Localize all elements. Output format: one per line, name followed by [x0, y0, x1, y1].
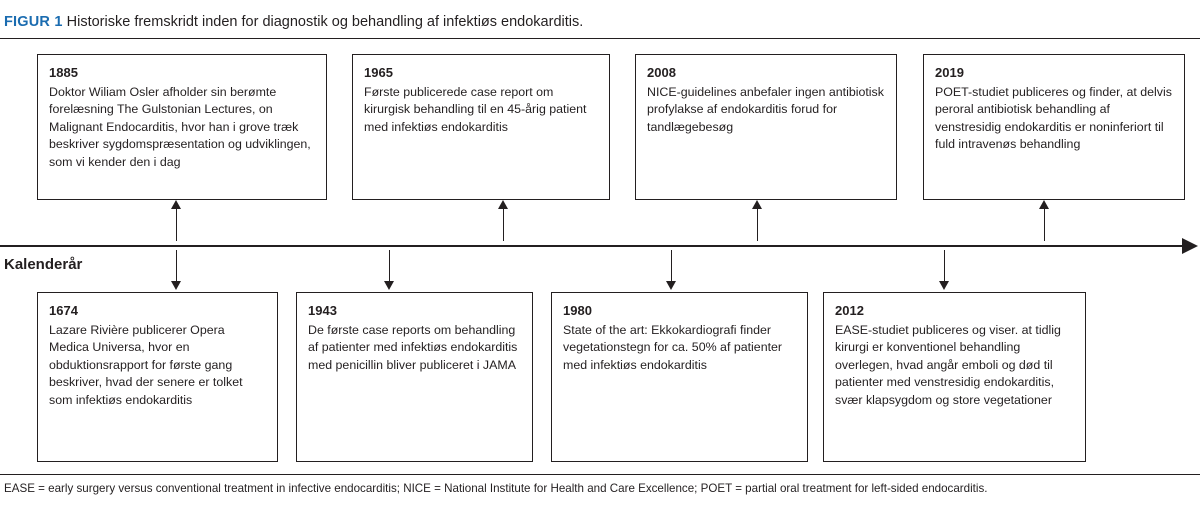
connector-arrow-up [752, 200, 762, 209]
connector-arrow-up [1039, 200, 1049, 209]
event-year: 1674 [49, 303, 78, 318]
timeline-event-box [635, 54, 897, 200]
timeline-event-box [923, 54, 1185, 200]
event-text: State of the art: Ekkokardiografi finder vegetationstegn for ca. 50% af patienter med infektiøs endokarditis [563, 323, 783, 372]
event-text: NICE-guidelines anbefaler ingen antibiotisk profylakse af endokarditis forud for tandlægebesøg [647, 85, 884, 134]
event-text: Lazare Rivière publicerer Opera Medica Universa, hvor en obduktionsrapport for første gang beskriver, hvad der senere er tolket som infektiøs endokarditis [49, 323, 243, 407]
event-year: 2012 [835, 303, 864, 318]
event-year: 1943 [308, 303, 337, 318]
timeline-axis-arrow-icon [1182, 238, 1198, 254]
event-text: Doktor Wiliam Osler afholder sin berømte forelæsning The Gulstonian Lectures, on Malignant Endocarditis, hvor han i grove træk beskriver sygdomspræsentation og udviklingen, som vi kender den i dag [49, 85, 311, 169]
connector-arrow-down [939, 281, 949, 290]
timeline-event-box [823, 292, 1086, 462]
timeline-event-box [296, 292, 533, 462]
figure-label: FIGUR 1 [4, 14, 63, 30]
event-text: POET-studiet publiceres og finder, at delvis peroral antibiotisk behandling af venstresidig endokarditis er noninferiort til fuld intravenøs behandling [935, 85, 1172, 152]
divider-bottom [0, 474, 1200, 475]
connector-arrow-down [171, 281, 181, 290]
timeline-event-box [551, 292, 808, 462]
timeline-event-box [37, 54, 327, 200]
event-year: 2019 [935, 65, 964, 80]
figure-caption [4, 14, 583, 30]
event-year: 1965 [364, 65, 393, 80]
event-text: EASE-studiet publiceres og viser. at tidlig kirurgi er konventionel behandling overlegen, hvad angår emboli og død til patienter med venstresidig endokarditis, svær klapsygdom og store vegetationer [835, 323, 1061, 407]
event-year: 1885 [49, 65, 78, 80]
figure-caption-text: Historiske fremskridt inden for diagnostik og behandling af infektiøs endokarditis. [66, 14, 584, 30]
connector-arrow-down [666, 281, 676, 290]
figure-footnote: EASE = early surgery versus conventional treatment in infective endocarditis; NICE = National Institute for Health and Care Excellence; POET = partial oral treatment for left-sided endocarditis. [4, 482, 988, 495]
axis-label: Kalenderår [4, 256, 83, 273]
timeline-event-box [37, 292, 278, 462]
timeline-event-box [352, 54, 610, 200]
event-text: De første case reports om behandling af patienter med infektiøs endokarditis med penicillin bliver publiceret i JAMA [308, 323, 518, 372]
event-year: 2008 [647, 65, 676, 80]
timeline-axis [0, 245, 1184, 247]
event-year: 1980 [563, 303, 592, 318]
divider-top [0, 38, 1200, 39]
event-text: Første publicerede case report om kirurgisk behandling til en 45-årig patient med infektiøs endokarditis [364, 85, 587, 134]
connector-arrow-up [171, 200, 181, 209]
connector-arrow-up [498, 200, 508, 209]
connector-arrow-down [384, 281, 394, 290]
